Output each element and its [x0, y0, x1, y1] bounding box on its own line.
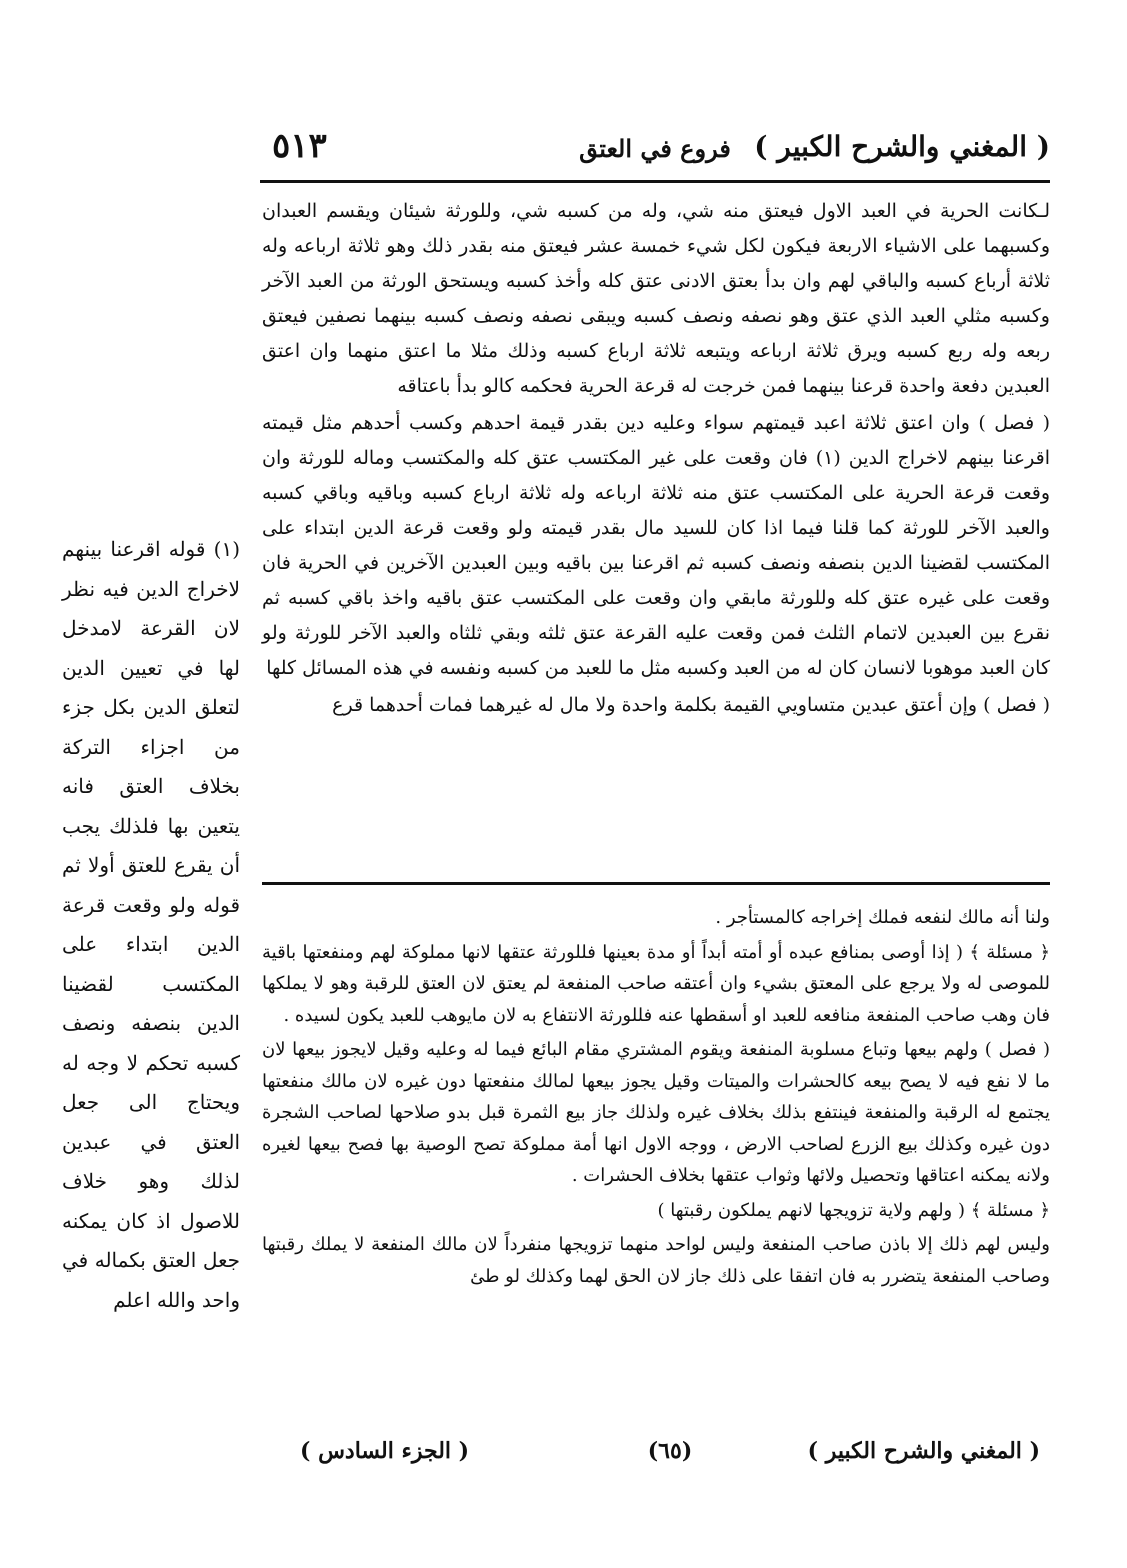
footer-part: ( الجزء السادس )	[300, 1438, 470, 1464]
header-page-number: ٥١٣	[272, 126, 327, 166]
commentary-paragraph: ولنا أنه مالك لنفعه فملك إخراجه كالمستأجر .	[715, 907, 1050, 928]
commentary-divider	[262, 882, 1050, 885]
commentary-paragraph: ﴿ مسئلة ﴾ ( إذا أوصى بمنافع عبده أو أمته أبداً أو مدة بعينها فللورثة عتقها لانها مملوكة لهم ومنفعتها باقية للموصى له ولا يرجع على المعتق بشيء وان أعتقه صاحب المنفعة لم يعتق لان العتق للرقبة وهو لا يملكها فان وهب صاحب المنفعة منافعه للعبد او أسقطها عنه فللورثة الانتفاع به لان مايوهب للعبد يكون لسيده .	[262, 941, 1050, 1026]
commentary-paragraph: وليس لهم ذلك إلا باذن صاحب المنفعة وليس لواحد منهما تزويجها منفرداً لان مالك المنفعة لا يملك رقبتها وصاحب المنفعة يتضرر به فان اتفقا على ذلك جاز لان الحق لهما وكذلك لو طئ	[262, 1234, 1050, 1287]
lower-commentary	[262, 902, 1050, 1295]
main-paragraph: ( فصل ) وإن أعتق عبدين متساويي القيمة بكلمة واحدة ولا مال له غيرهما فمات أحدهما قرع	[332, 694, 1050, 716]
page-header	[260, 126, 1050, 176]
side-footnote: (١) قوله اقرعنا بينهم لاخراج الدين فيه نظر لان القرعة لامدخل لها في تعيين الدين لتعلق الدين بكل جزء من اجزاء التركة بخلاف العتق فانه يتعين بها فلذلك يجب أن يقرع للعتق أولا ثم قوله ولو وقعت قرعة الدين ابتداء على المكتسب لقضينا الدين بنصفه ونصف كسبه تحكم لا وجه له ويحتاج الى جعل العتق في عبدين لذلك وهو خلاف للاصول اذ كان يمكنه جعل العتق بكماله في واحد والله اعلم	[62, 537, 240, 1312]
footer-signature: (٦٥)	[647, 1438, 693, 1464]
commentary-paragraph: ( فصل ) ولهم بيعها وتباع مسلوبة المنفعة ويقوم المشتري مقام البائع فيما له وعليه وقيل لايجوز بيعها لان ما لا نفع فيه لا يصح بيعه كالحشرات والميتات وقيل يجوز بيعها لمالك منفعتها دون غيره لان مالك منفعتها يجتمع له الرقبة والمنفعة فينتفع بذلك بخلاف غيره ولذلك جاز بيع الثمرة قبل بدو صلاحها لصاحب الشجرة دون غيره وكذلك بيع الزرع لصاحب الارض ، ووجه الاول انها أمة مملوكة تصح الوصية بها فصح بيعها لغيره ولانه يمكنه اعتاقها وتحصيل ولائها وثواب عتقها بخلاف الحشرات .	[262, 1039, 1050, 1186]
main-paragraph: ( فصل ) وان اعتق ثلاثة اعبد قيمتهم سواء وعليه دين بقدر قيمة احدهم وكسب أحدهم مثل قيمته اقرعنا بينهم لاخراج الدين (١) فان وقعت على غير المكتسب عتق كله والمكتسب وماله للورثة وان وقعت قرعة الحرية على المكتسب عتق منه ثلاثة ارباعه وله ثلاثة ارباع كسبه وباقيه وباقي كسبه والعبد الآخر للورثة كما قلنا فيما اذا كان للسيد مال بقدر قيمته ولو وقعت قرعة الدين ابتداء على المكتسب لقضينا الدين بنصفه ونصف كسبه ثم اقرعنا بين باقيه وبين العبدين الآخرين في الحرية فان وقعت على غيره عتق كله وللورثة مابقي وان وقعت على المكتسب عتق باقيه واخذ باقي كسبه ثم نقرع بين العبدين لاتمام الثلث فمن وقعت عليه القرعة عتق ثلثه وبقي ثلثاه والعبد الآخر للورثة ولو كان العبد موهوبا لانسان كان له من العبد وكسبه مثل ما للعبد من كسبه ونفسه في هذه المسائل كلها	[262, 412, 1050, 679]
header-section-title: فروع في العتق	[579, 134, 731, 163]
header-book-title: ( المغني والشرح الكبير )	[754, 130, 1050, 163]
header-divider	[260, 180, 1050, 183]
commentary-paragraph: ﴿ مسئلة ﴾ ( ولهم ولاية تزويجها لانهم يملكون رقبتها )	[657, 1199, 1050, 1221]
page-footer	[300, 1438, 1040, 1478]
main-paragraph: لـكانت الحرية في العبد الاول فيعتق منه شي، وله من كسبه شي، وللورثة شيئان ويقسم العبدان وكسبهما على الاشياء الاربعة فيكون لكل شيء خمسة عشر فيعتق منه بقدر ذلك وهو ثلاثة ارباعه وله ثلاثة أرباع كسبه والباقي لهم وان بدأ بعتق الادنى عتق كله وأخذ كسبه ويستحق الورثة من العبد الآخر وكسبه مثلي العبد الذي عتق وهو نصفه ونصف كسبه ويبقى نصفه ونصف كسبه بينهما نصفين فيعتق ربعه وله ربع كسبه ويرق ثلاثة ارباعه ويتبعه ثلاثة ارباع كسبه وذلك مثلا ما اعتق منهما وان اعتق العبدين دفعة واحدة قرعنا بينهما فمن خرجت له قرعة الحرية فحكمه كالو بدأ باعتاقه	[262, 200, 1050, 397]
main-text	[262, 194, 1050, 725]
footer-book-title: ( المغني والشرح الكبير )	[807, 1438, 1040, 1464]
